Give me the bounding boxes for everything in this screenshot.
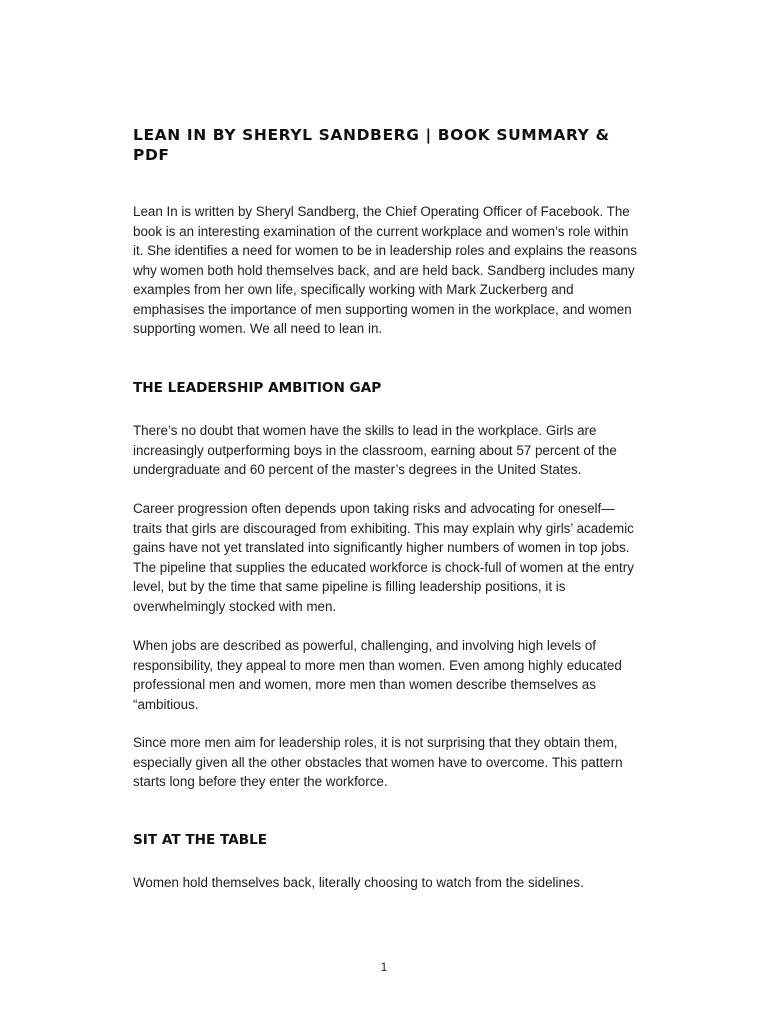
paragraph-sidelines: Women hold themselves back, literally choosing to watch from the sidelines. [133, 875, 584, 890]
section-heading-sit-at-the-table: SIT AT THE TABLE [133, 832, 268, 848]
section-heading-leadership-ambition-gap: THE LEADERSHIP AMBITION GAP [133, 380, 382, 396]
paragraph-leadership-roles: Since more men aim for leadership roles, it is not surprising that they obtain them, especially given all the other obstacles that women have to overcome. This pattern starts long before they enter the workforce. [133, 735, 623, 789]
page-number: 1 [380, 960, 388, 974]
paragraph-skills-to-lead: There’s no doubt that women have the skills to lead in the workplace. Girls are increasingly outperforming boys in the classroom, earning about 57 percent of the undergraduate and 60 percent of the master’s degrees in the United States. [133, 423, 617, 477]
intro-paragraph: Lean In is written by Sheryl Sandberg, the Chief Operating Officer of Facebook. The book is an interesting examination of the current workplace and women’s role within it. She identifies a need for women to be in leadership roles and explains the reasons why women both hold themselves back, and are held back. Sandberg includes many examples from her own life, specifically working with Mark Zuckerberg and emphasises the importance of men supporting women in the workplace, and women supporting women. We all need to lean in. [133, 204, 637, 336]
paragraph-job-descriptions: When jobs are described as powerful, challenging, and involving high levels of responsibility, they appeal to more men than women. Even among highly educated professional men and women, more men than women describe themselves as “ambitious. [133, 638, 622, 712]
document-title: LEAN IN BY SHERYL SANDBERG | BOOK SUMMARY & PDF [133, 126, 610, 164]
paragraph-career-progression: Career progression often depends upon taking risks and advocating for oneself—traits that girls are discouraged from exhibiting. This may explain why girls’ academic gains have not yet translated into significantly higher numbers of women in top jobs. The pipeline that supplies the educated workforce is chock-full of women at the entry level, but by the time that same pipeline is filling leadership positions, it is overwhelmingly stocked with men. [133, 501, 634, 614]
